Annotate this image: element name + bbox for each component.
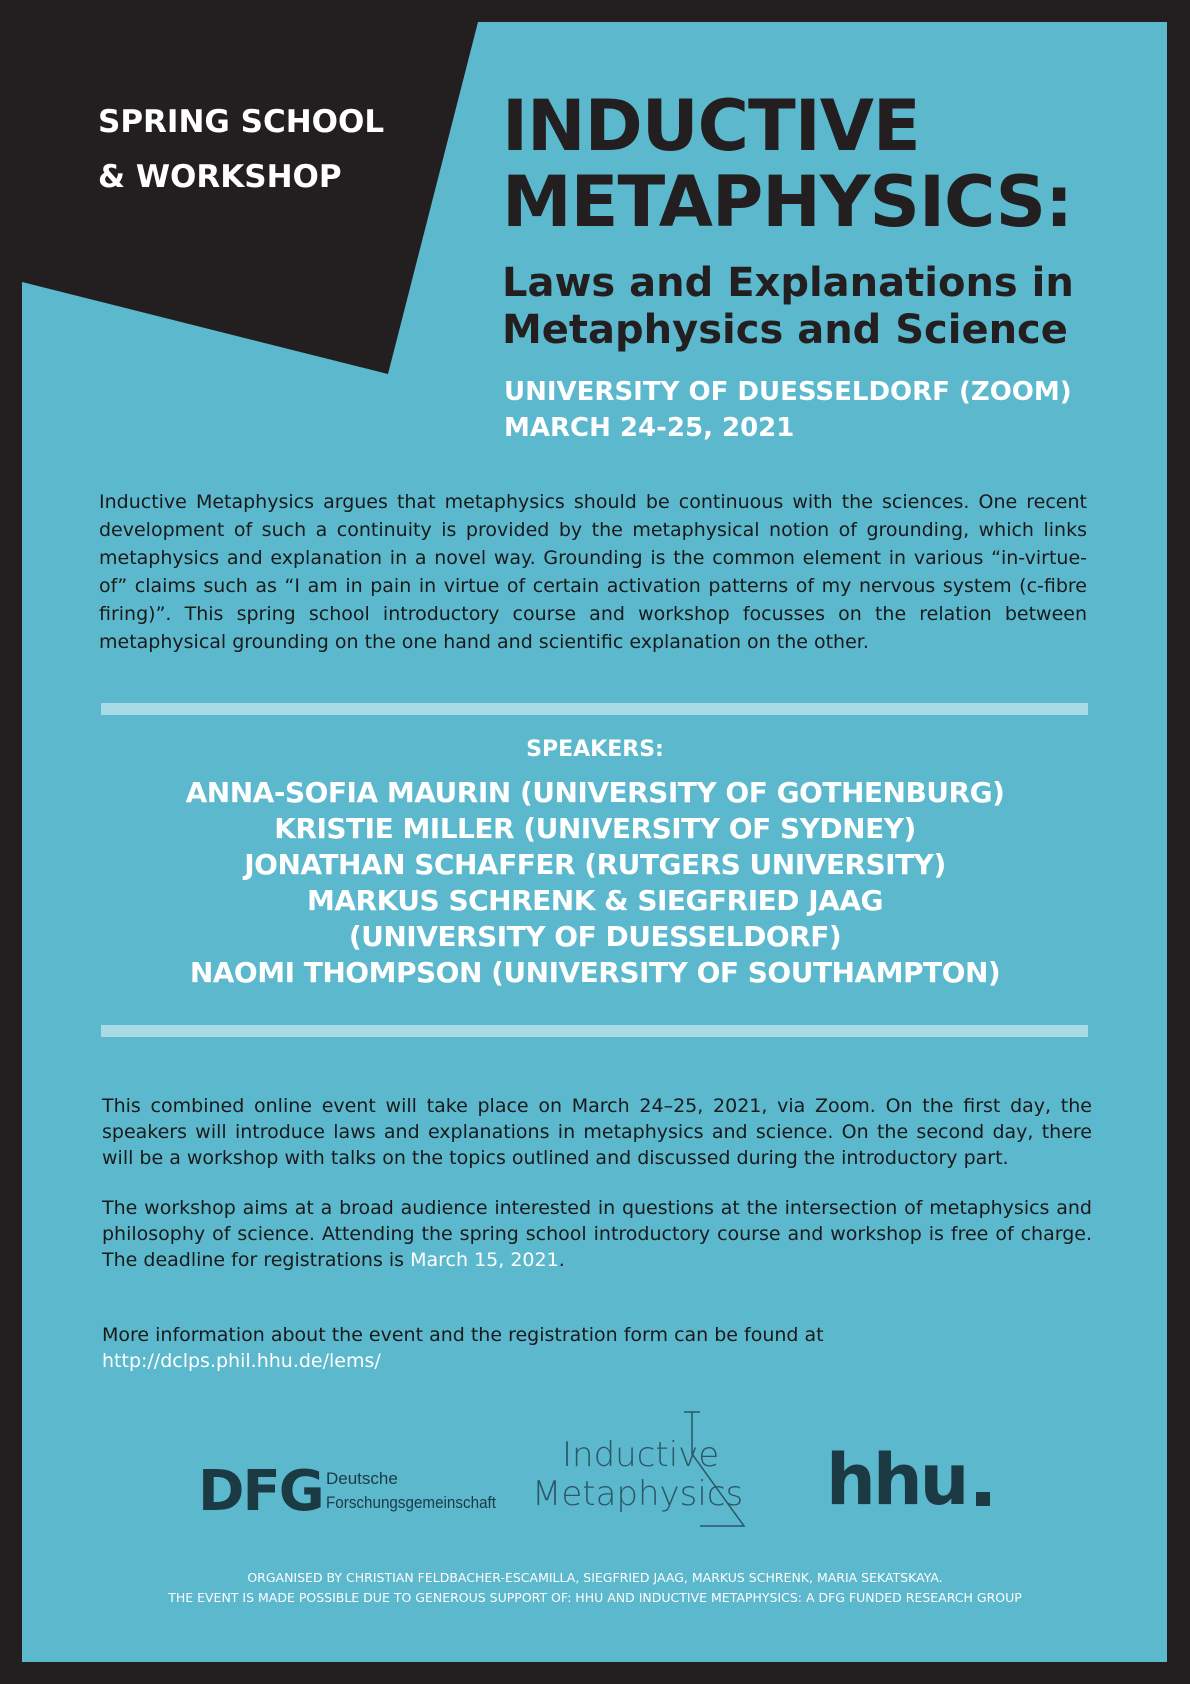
inductive-metaphysics-logo bbox=[524, 1408, 764, 1533]
audience-text-end: . bbox=[558, 1249, 565, 1271]
main-title bbox=[502, 85, 1162, 243]
speaker-line: JONATHAN SCHAFFER (RUTGERS UNIVERSITY) bbox=[244, 848, 946, 881]
divider-top bbox=[101, 703, 1088, 715]
audience-paragraph bbox=[102, 1195, 1092, 1273]
dfg-logo-mark: DFG bbox=[198, 1459, 323, 1524]
more-info-paragraph bbox=[102, 1322, 1092, 1374]
credits-support: THE EVENT IS MADE POSSIBLE DUE TO GENEROUS SUPPORT OF: HHU AND INDUCTIVE METAPHYSICS: A DFG FUNDED RESEARCH GROUP bbox=[168, 1590, 1022, 1605]
event-type-line-1: SPRING SCHOOL bbox=[98, 104, 385, 140]
im-logo-line-2: Metaphysics bbox=[532, 1474, 744, 1514]
im-logo-line-1: Inductive bbox=[562, 1435, 720, 1475]
hhu-logo-mark: hhu bbox=[826, 1448, 967, 1518]
speaker-list bbox=[0, 775, 1190, 991]
dfg-logo bbox=[198, 1458, 498, 1528]
event-dates: MARCH 24-25, 2021 bbox=[504, 413, 795, 443]
audience-text: The workshop aims at a broad audience interested in questions at the intersection of metaphysics and philosophy of science. Attending the spring school introductory course and workshop is free of charge. The deadline for registrations is bbox=[102, 1197, 1092, 1271]
intro-paragraph: Inductive Metaphysics argues that metaphysics should be continuous with the sciences. One recent development of such a continuity is provided by the metaphysical notion of grounding, which links metaphysics and explanation in a novel way. Grounding is the common element in various “in-virtue-of” claims such as “I am in pain in virtue of certain activation patterns of my nervous system (c-fibre firing)”. This spring school introductory course and workshop focusses on the relation between metaphysical grounding on the one hand and scientific explanation on the other. bbox=[99, 491, 1087, 653]
speaker-line: KRISTIE MILLER (UNIVERSITY OF SYDNEY) bbox=[274, 812, 916, 845]
speakers-heading: SPEAKERS: bbox=[526, 737, 664, 762]
speaker-line: (UNIVERSITY OF DUESSELDORF) bbox=[348, 920, 842, 953]
registration-deadline: March 15, 2021 bbox=[410, 1249, 559, 1271]
hhu-logo-dot bbox=[976, 1492, 990, 1506]
subtitle-line-2: Metaphysics and Science bbox=[502, 307, 1068, 353]
subtitle bbox=[502, 260, 1162, 354]
speaker-line: NAOMI THOMPSON (UNIVERSITY OF SOUTHAMPTON) bbox=[189, 956, 1001, 989]
speaker-line: MARKUS SCHRENK & SIEGFRIED JAAG bbox=[307, 884, 883, 917]
event-type-line-2: & WORKSHOP bbox=[98, 159, 342, 195]
more-info-text: More information about the event and the registration form can be found at bbox=[102, 1324, 824, 1346]
event-format-paragraph: This combined online event will take place on March 24–25, 2021, via Zoom. On the first day, the speakers will introduce laws and explanations in metaphysics and science. On the second day, there will be a workshop with talks on the topics outlined and discussed during the introductory part. bbox=[102, 1095, 1092, 1169]
speaker-line: ANNA-SOFIA MAURIN (UNIVERSITY OF GOTHENBURG) bbox=[185, 776, 1005, 809]
divider-bottom bbox=[101, 1025, 1088, 1037]
credits bbox=[0, 1568, 1190, 1608]
event-website-link[interactable]: http://dclps.phil.hhu.de/lems/ bbox=[102, 1350, 381, 1372]
main-title-line-1: INDUCTIVE bbox=[502, 85, 920, 167]
venue: UNIVERSITY OF DUESSELDORF (ZOOM) bbox=[504, 377, 1072, 407]
credits-organisers: ORGANISED BY CHRISTIAN FELDBACHER-ESCAMILLA, SIEGFRIED JAAG, MARKUS SCHRENK, MARIA SEKATSKAYA. bbox=[247, 1570, 943, 1585]
dfg-logo-name-line-2: Forschungsgemeinschaft bbox=[326, 1493, 497, 1512]
hhu-logo bbox=[826, 1448, 1006, 1518]
main-title-line-2: METAPHYSICS: bbox=[502, 161, 1073, 243]
subtitle-line-1: Laws and Explanations in bbox=[502, 260, 1074, 306]
event-type-label bbox=[98, 95, 428, 205]
dfg-logo-name-line-1: Deutsche bbox=[326, 1469, 398, 1488]
